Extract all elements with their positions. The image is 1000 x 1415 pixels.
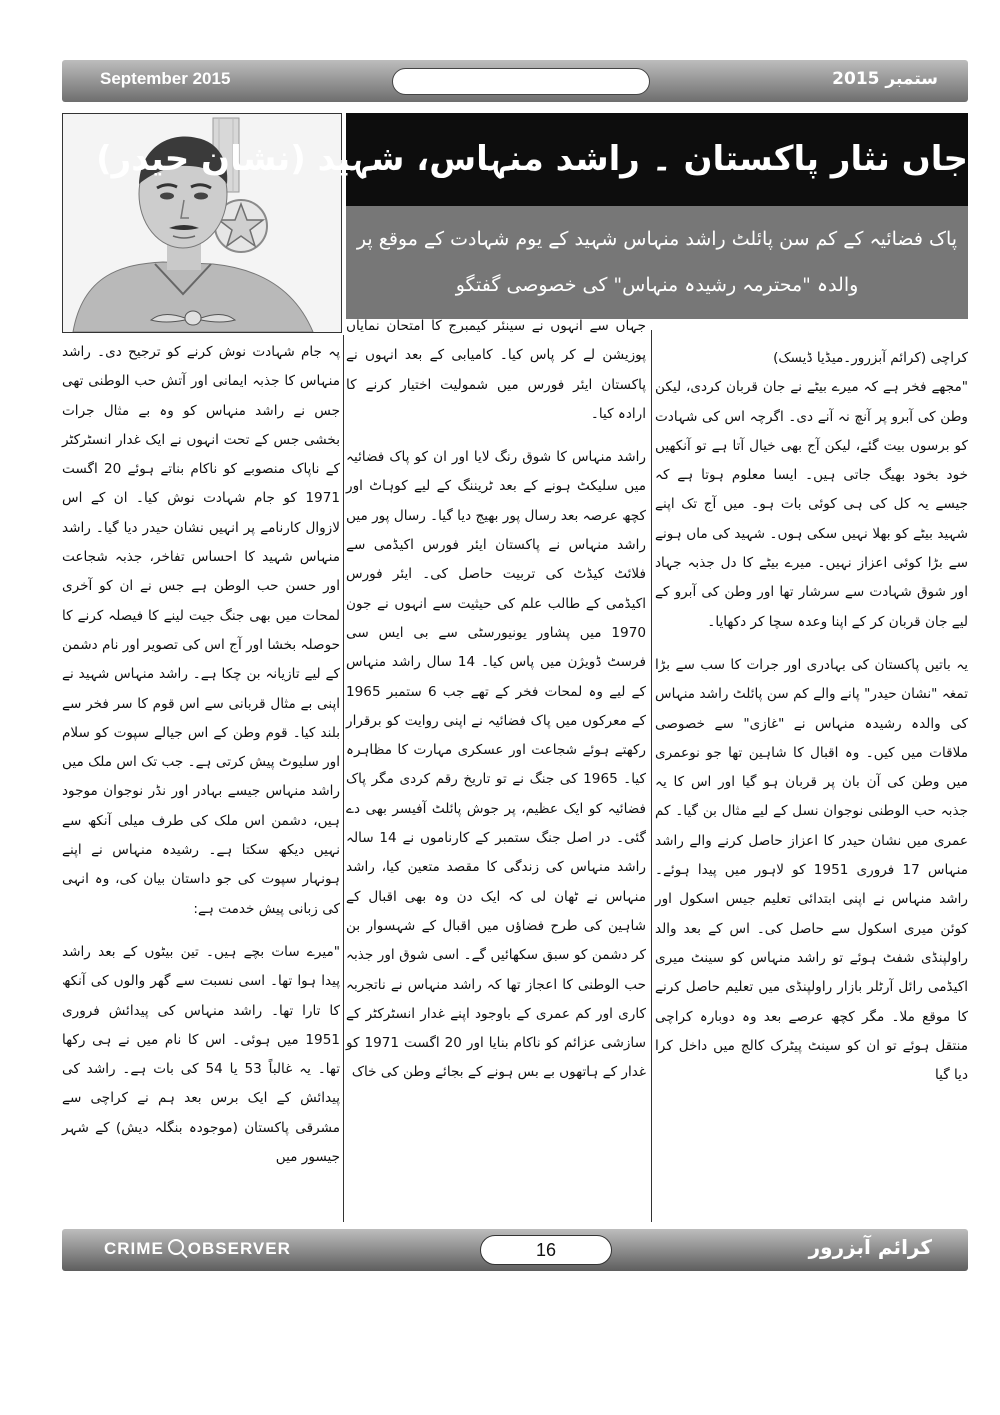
brand-logo-urdu: کرائم آبزرور: [808, 1235, 932, 1259]
dateline: کراچی (کرائم آبزرور۔میڈیا ڈیسک): [773, 350, 968, 366]
paragraph: جہاں سے انہوں نے سینئر کیمبرج کا امتحان نمایاں پوزیشن لے کر پاس کیا۔ کامیابی کے بعد انہوں نے پاکستان ایئر فورس میں شمولیت اختیار کرنے کا ارادہ کیا۔: [346, 318, 646, 422]
header-pill: [392, 68, 650, 95]
subheadline-line-2: والدہ "محترمہ رشیدہ منہاس" کی خصوصی گفتگو: [455, 274, 859, 296]
headline-box: [96, 113, 968, 206]
column-divider-right: [651, 330, 652, 1222]
paragraph: "میرے سات بچے ہیں۔ تین بیٹوں کے بعد راشد پیدا ہوا تھا۔ اسی نسبت سے گھر والوں کی آنکھ کا تارا تھا۔ راشد منہاس کی پیدائش فروری 1951 میں ہوئی۔ اس کا نام میں نے ہی رکھا تھا۔ یہ غالباً 53 یا 54 کی بات ہے۔ راشد کی پیدائش کے ایک برس بعد ہم نے کراچی سے مشرقی پاکستان (موجودہ بنگلہ دیش) کے شہر جیسور میں: [62, 943, 340, 1166]
paragraph: راشد منہاس کا شوق رنگ لایا اور ان کو پاک فضائیہ میں سلیکٹ ہونے کے بعد ٹریننگ کے لیے کوہاٹ اور کچھ عرصہ بعد رسال پور بھیج دیا گیا۔ رسال پور میں راشد منہاس نے پاکستان ایئر فورس اکیڈمی سے فلائٹ کیڈٹ کی تربیت حاصل کی۔ ایئر فورس اکیڈمی کے طالب علم کی حیثیت سے انہوں نے جون 1970 میں پشاور یونیورسٹی سے بی ایس سی فرسٹ ڈویژن میں پاس کیا۔ 14 سال راشد منہاس کے لیے وہ لمحات فخر کے تھے جب 6 ستمبر 1965 کے معرکوں میں پاک فضائیہ نے اپنی روایت کو برقرار رکھتے ہوئے شجاعت اور عسکری مہارت کا مظاہرہ کیا۔ 1965 کی جنگ نے تو تاریخ رقم کردی مگر پاک فضائیہ کو ایک عظیم، پر جوش پائلٹ آفیسر بھی دے گئی۔ در اصل جنگ ستمبر کے کارناموں نے 14 سالہ راشد منہاس کی زندگی کا مقصد متعین کیا، راشد منہاس نے ٹھان لی کہ ایک دن وہ بھی اقبال کے شاہین کی طرح فضاؤں میں اقبال کے شہسوار بن کر دشمن کو سبق سکھائیں گے۔ اسی شوق اور جذبہ حب الوطنی کا اعجاز تھا کہ راشد منہاس نے ناتجربہ کاری اور کم عمری کے باوجود اپنے غدار انسٹرکٹر کے سازشی عزائم کو ناکام بنایا اور 20 اگست 1971 کو غدار کے ہاتھوں بے بس ہونے کے بجائے وطن کی خاک: [346, 449, 646, 1081]
footer-bar: [62, 1229, 968, 1271]
subheadline-box: [346, 206, 968, 319]
article-column-middle: [346, 312, 646, 1088]
column-divider-left: [343, 335, 344, 1222]
brand-logo-english: CRIME OBSERVER: [104, 1239, 291, 1258]
paragraph: "مجھے فخر ہے کہ میرے بیٹے نے جان قربان کردی، لیکن وطن کی آبرو پر آنچ نہ آنے دی۔ اگرچہ اس کی شہادت کو برسوں بیت گئے، لیکن آج بھی خیال آتا ہے تو آنکھیں خود بخود بھیگ جاتی ہیں۔ ایسا معلوم ہوتا ہے کہ جیسے یہ کل کی ہی کوئی بات ہو۔ میں آج تک اپنے شہید بیٹے کو بھلا نہیں سکی ہوں۔ شہید کی ماں ہونے سے بڑا کوئی اعزاز نہیں۔ میرے بیٹے کا دل جذبہ جہاد اور شوق شہادت سے سرشار تھا اور وطن کی آبرو کے لیے جان قربان کر کے اپنا وعدہ سچا کر دکھایا۔: [655, 379, 968, 630]
paragraph: پہ جام شہادت نوش کرنے کو ترجیح دی۔ راشد منہاس کا جذبہ ایمانی اور آتش حب الوطنی تھی جس نے راشد منہاس کو وہ بے مثال جرات بخشی جس کے تحت انہوں نے ایک غدار انسٹرکٹر کے ناپاک منصوبے کو ناکام بناتے ہوئے 20 اگست 1971 کو جام شہادت نوش کیا۔ ان کے اس لازوال کارنامے پر انہیں نشان حیدر دیا گیا۔ راشد منہاس شہید کا احساس تفاخر، جذبہ شجاعت اور حسن حب الوطن ہے جس نے ان کو آخری لمحات میں بھی جنگ جیت لینے کا فیصلہ کرنے کا حوصلہ بخشا اور آج اس کی تصویر اور نام دشمن کے لیے تازیانہ بن چکا ہے۔ راشد منہاس شہید نے اپنی بے مثال قربانی سے اس قوم کا سر فخر سے بلند کیا۔ قوم وطن کے اس جیالے سپوت کو سلام اور سلیوٹ پیش کرتی ہے۔ جب تک اس ملک میں راشد منہاس جیسے بہادر اور نڈر نوجوان موجود ہیں، دشمن اس ملک کی طرف میلی آنکھ سے نہیں دیکھ سکتا ہے۔ رشیدہ منہاس نے اپنے ہونہار سپوت کی جو داستان بیان کی، وہ انہی کی زبانی پیش خدمت ہے:: [62, 344, 341, 917]
headline: جاں نثار پاکستان ۔ راشد منہاس، شہید (نشان حیدر): [96, 139, 968, 179]
page-number: 16: [480, 1235, 612, 1265]
issue-date-english: September 2015: [100, 69, 231, 88]
paragraph: یہ باتیں پاکستان کی بہادری اور جرات کا سب سے بڑا تمغہ "نشان حیدر" پانے والے کم سن پائلٹ راشد منہاس کی والدہ رشیدہ منہاس نے "غازی" سے خصوصی ملاقات میں کیں۔ وہ اقبال کا شاہین تھا جو نوعمری میں وطن کی آن بان پر قربان ہو گیا اور اس کا یہ جذبہ حب الوطنی نوجوان نسل کے لیے مثال بن گیا۔ کم عمری میں نشان حیدر کا اعزاز حاصل کرنے والے راشد منہاس 17 فروری 1951 کو لاہور میں پیدا ہوئے۔ راشد منہاس نے اپنی ابتدائی تعلیم جیس اسکول اور کوئن میری اسکول سے حاصل کی۔ اس کے بعد والد راولپنڈی شفٹ ہوئے تو راشد منہاس کو سینٹ میری اکیڈمی رائل آرٹلر بازار راولپنڈی میں تعلیم حاصل کرنے کا موقع ملا۔ مگر کچھ عرصے بعد وہ دوبارہ کراچی منتقل ہوئے تو ان کو سینٹ پیٹرک کالج میں داخل کرا دیا گیا: [655, 656, 968, 1084]
header-bar: [62, 60, 968, 102]
article-column-left: [62, 338, 340, 1172]
subheadline-line-1: پاک فضائیہ کے کم سن پائلٹ راشد منہاس شہید کے یوم شہادت کے موقع پر: [356, 228, 958, 250]
magnifier-icon: [168, 1239, 184, 1255]
article-column-right: [655, 344, 968, 1090]
issue-date-urdu: ستمبر 2015: [832, 69, 938, 89]
